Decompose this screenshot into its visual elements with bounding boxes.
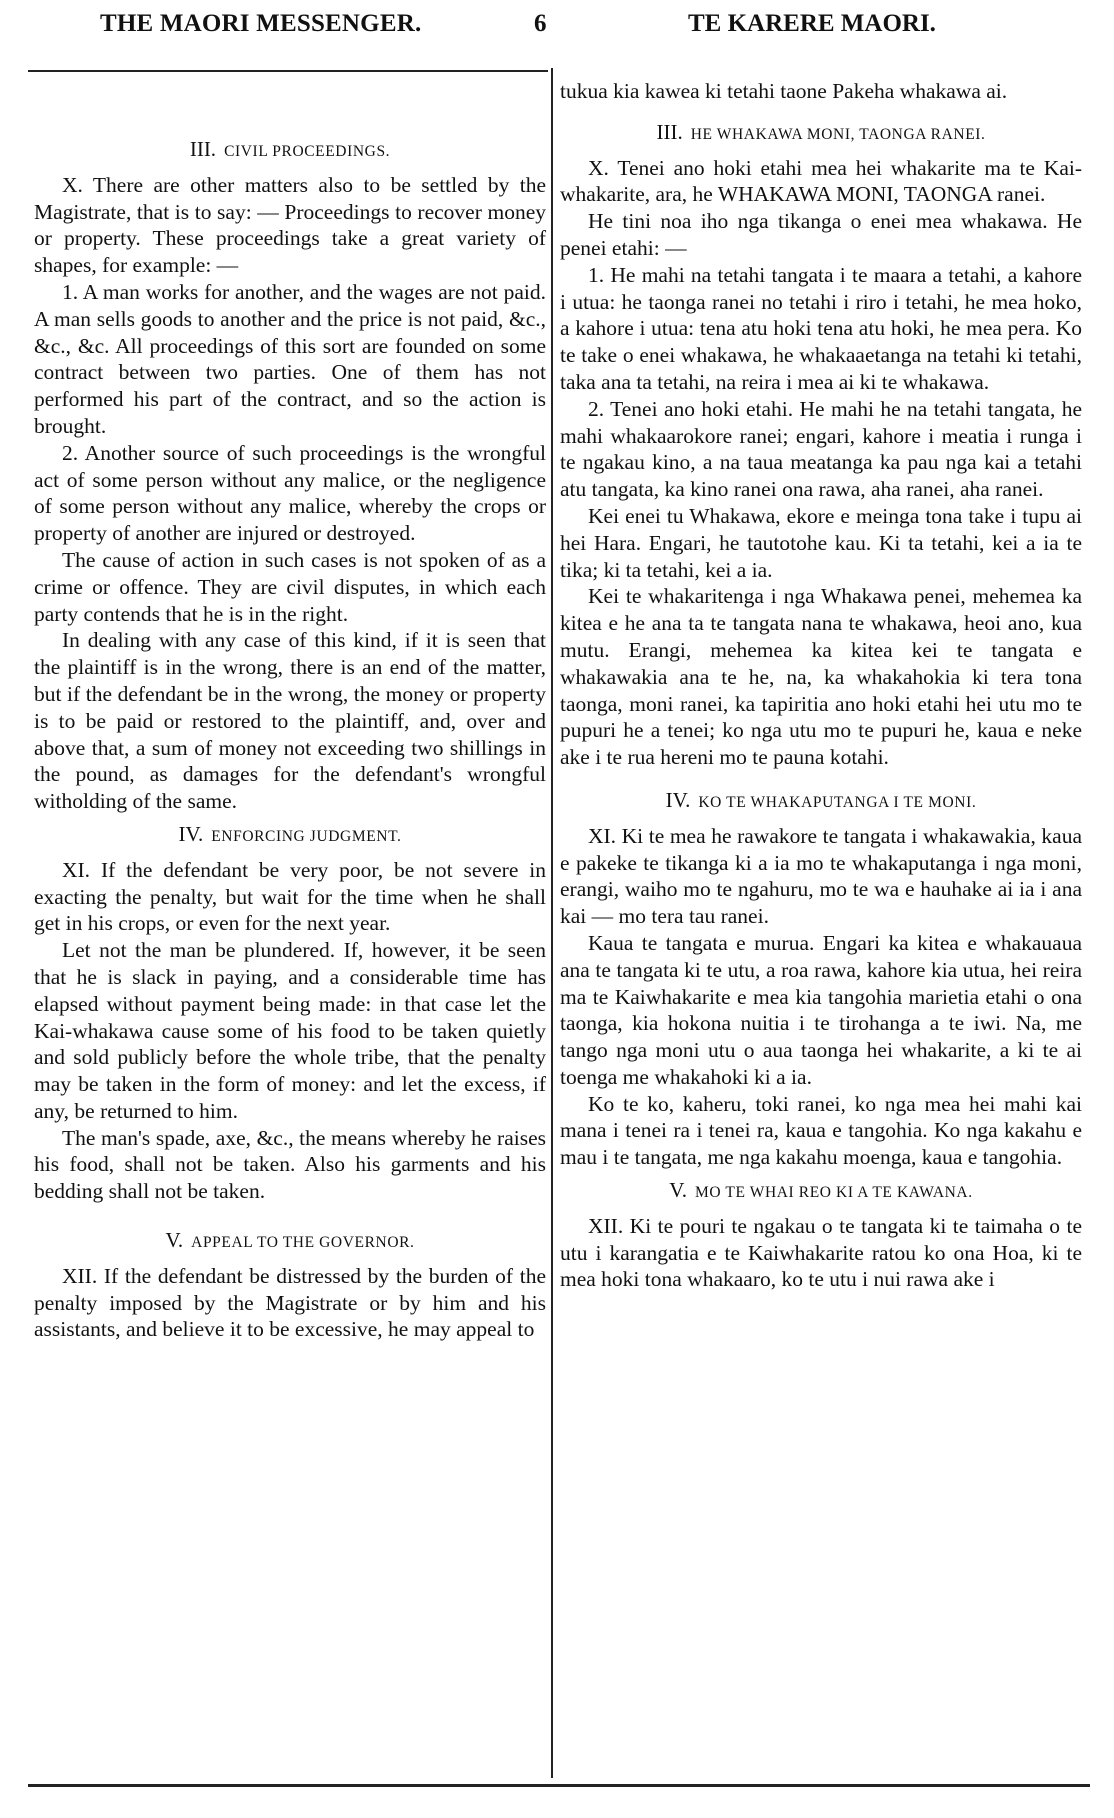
heading-title: APPEAL TO THE GOVERNOR. xyxy=(191,1234,415,1252)
heading-number: V. xyxy=(165,1228,184,1253)
paragraph: Kaua te tangata e murua. Engari ka kitea e whakauaua ana te tangata ki te utu, a roa rawa, kahore kia utua, hei reira ma te Kaiwhakarite e mea kia tangohia marietia etahi o ona taonga, kia hokona nuitia i te tirohanga a te iwi. Na, me tango nga moni utu o aua taonga hei whakarite, a ki te ai toenga me whakahoki ki a ia. xyxy=(560,930,1082,1089)
paragraph: Ko te ko, kaheru, toki ranei, ko nga mea hei mahi kai mana i tenei ra i tenei ra, kaua e tangohia. Ko nga kakahu e mau i te tangata, me nga kakahu moenga, kaua e tangohia. xyxy=(560,1091,1082,1170)
paragraph: X. There are other matters also to be settled by the Magistrate, that is to say: — Proceedings to recover money or property. These proceedings take a great variety of shapes, for example: — xyxy=(34,172,546,278)
heading-title: KO TE WHAKAPUTANGA I TE MONI. xyxy=(698,793,977,811)
heading-title: HE WHAKAWA MONI, TAONGA RANEI. xyxy=(690,125,986,143)
paragraph: Let not the man be plundered. If, however, it be seen that he is slack in paying, and a considerable time has elapsed without payment being made: in that case let the Kai-whakawa cause some of his food to be taken quietly and sold publicly before the whole tribe, that the penalty may be taken in the form of money: and let the excess, if any, be returned to him. xyxy=(34,938,546,1123)
section-heading-iii xyxy=(34,136,546,166)
page-number: 6 xyxy=(534,10,547,37)
heading-number: V. xyxy=(669,1178,688,1203)
heading-title: MO TE WHAI REO KI A TE KAWANA. xyxy=(695,1184,973,1202)
section-heading-v xyxy=(34,1227,546,1257)
paragraph: XII. If the defendant be distressed by the burden of the penalty imposed by the Magistrate or by him and his assistants, and believe it to be excessive, he may appeal to xyxy=(34,1263,546,1342)
paragraph: XI. If the defendant be very poor, be not severe in exacting the penalty, but wait for the time when he shall get in his crops, or even for the next year. xyxy=(34,857,546,936)
paragraph: XI. Ki te mea he rawakore te tangata i whakawakia, kaua e pakeke te tikanga ki a ia mo te whakaputanga i nga moni, erangi, waiho mo te ngahuru, mo te wa e hauhake ai ia i ana kai — mo tera tau ranei. xyxy=(560,823,1082,929)
paragraph: He tini noa iho nga tikanga o enei mea whakawa. He penei etahi: — xyxy=(560,209,1082,260)
heading-title: ENFORCING JUDGMENT. xyxy=(211,827,402,845)
maori-title: TE KARERE MAORI. xyxy=(688,10,936,37)
paragraph: Kei te whakaritenga i nga Whakawa penei, mehemea ka kitea e he ana ta te tangata nana te whakawa, heoi ano, kua mutu. Erangi, mehemea ka kitea kei te tangata e whakawakia ana te he, na, ka whakahokia ki tera tona taonga, moni ranei, ka tapiritia ano hoki etahi hei utu mo te pupuri he a tenei; ko nga utu mo te pupuri he, kaua e neke ake i te rua hereni mo te pauna kotahi. xyxy=(560,584,1082,770)
english-title: THE MAORI MESSENGER. xyxy=(100,10,422,37)
heading-number: III. xyxy=(189,137,217,161)
top-rule xyxy=(28,70,548,72)
bottom-rule xyxy=(28,1784,1090,1787)
masthead xyxy=(0,0,1114,60)
maori-column xyxy=(560,78,1082,1293)
paragraph: The cause of action in such cases is not spoken of as a crime or offence. They are civil disputes, in which each party contends that he is in the right. xyxy=(34,547,546,626)
english-column xyxy=(34,130,546,1343)
section-heading-iv xyxy=(560,787,1082,817)
paragraph: The man's spade, axe, &c., the means whereby he raises his food, shall not be taken. Also his garments and his bedding shall not be taken. xyxy=(34,1125,546,1204)
paragraph: tukua kia kawea ki tetahi taone Pakeha whakawa ai. xyxy=(560,79,1008,103)
heading-number: IV. xyxy=(665,787,691,812)
paragraph: 1. He mahi na tetahi tangata i te maara a tetahi, a kahore i utua: he taonga ranei no tetahi i riro i tetahi, he mea hoko, a kahore i utua: tena atu hoki tena atu hoki, he mea pera. Ko te take o enei whakawa, he whakaaetanga na tetahi ki tetahi, taka ana ta tetahi, na reira i mea ai ki te whakawa. xyxy=(560,262,1082,394)
column-divider xyxy=(551,68,553,1778)
paragraph: 1. A man works for another, and the wages are not paid. A man sells goods to another and the price is not paid, &c., &c., &c. All proceedings of this sort are founded on some contract between two parties. One of them has not performed his part of the contract, and so the action is brought. xyxy=(34,279,546,438)
heading-number: III. xyxy=(656,119,683,144)
paragraph: Kei enei tu Whakawa, ekore e meinga tona take i tupu ai hei Hara. Engari, he tautotohe kau. Ki ta tetahi, kei a ia te tika; ki ta tetahi, kei a ia. xyxy=(560,503,1082,582)
paragraph: In dealing with any case of this kind, if it is seen that the plaintiff is in the wrong, there is an end of the matter, but if the defendant be in the wrong, the money or property is to be paid or restored to the plaintiff, and, over and above that, a sum of money not exceeding two shillings in the pound, as damages for the defendant's wrongful witholding of the same. xyxy=(34,628,546,814)
paragraph: 2. Tenei ano hoki etahi. He mahi he na tetahi tangata, he mahi whakaarokore ranei; engari, kahore i meatia i runga i te ngakau kino, a na taua meatanga ka pau nga kai a tetahi atu tangata, ka kino ranei ona rawa, aha ranei, aha ranei. xyxy=(560,396,1082,502)
section-heading-iii xyxy=(560,119,1082,149)
section-heading-v xyxy=(560,1177,1082,1207)
paragraph: X. Tenei ano hoki etahi mea hei whakarite ma te Kai-whakarite, ara, he WHAKAWA MONI, TAONGA ranei. xyxy=(560,155,1082,207)
section-heading-iv xyxy=(34,821,546,851)
paragraph: 2. Another source of such proceedings is the wrongful act of some person without any malice, or the negligence of some person without any malice, whereby the crops or property of another are injured or destroyed. xyxy=(34,440,546,546)
heading-title: CIVIL PROCEEDINGS. xyxy=(224,143,391,160)
paragraph: XII. Ki te pouri te ngakau o te tangata ki te taimaha o te utu i karangatia e te Kaiwhakarite ratou ko ona Hoa, ki te mea hoki tona whakaaro, ko te utu i nui rawa ake i xyxy=(560,1213,1082,1292)
heading-number: IV. xyxy=(178,821,204,846)
